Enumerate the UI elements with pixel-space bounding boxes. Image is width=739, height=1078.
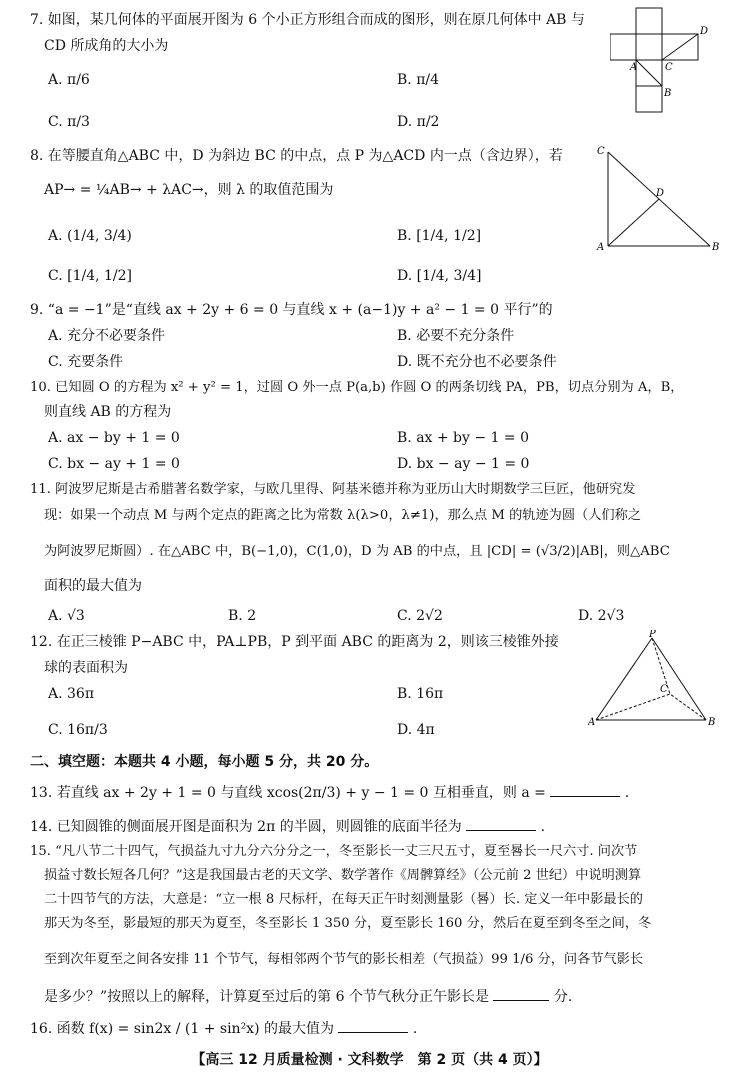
q10-option-d: D. bx − ay − 1 = 0 — [397, 456, 530, 472]
q13-end: . — [624, 785, 630, 801]
q15-answer-blank[interactable] — [493, 986, 549, 1001]
q8-option-a: A. (1/4, 3/4) — [48, 228, 132, 244]
q11-option-b: B. 2 — [228, 608, 257, 624]
q13-answer-blank[interactable] — [550, 782, 620, 797]
q13-line — [30, 782, 629, 803]
q11-stem-line4: 面积的最大值为 — [44, 578, 142, 594]
page-footer: 【高三 12 月质量检测 · 文科数学 第 2 页（共 4 页）】 — [191, 1052, 548, 1068]
q12-stem-line1: 12. 在正三棱锥 P−ABC 中，PA⊥PB，P 到平面 ABC 的距离为 2，则该三棱锥外接 — [30, 634, 559, 650]
q12-stem-line2: 球的表面积为 — [44, 660, 128, 676]
q11-stem-line1: 11. 阿波罗尼斯是古希腊著名数学家，与欧几里得、阿基米德并称为亚历山大时期数学三巨匠，他研究发 — [30, 482, 636, 497]
q7-option-c: C. π/3 — [48, 114, 90, 130]
q10-option-b: B. ax + by − 1 = 0 — [397, 430, 530, 446]
q13-stem: 13. 若直线 ax + 2y + 1 = 0 与直线 xcos(2π/3) + y − 1 = 0 互相垂直，则 a = — [30, 785, 546, 801]
q11-option-a: A. √3 — [48, 608, 85, 624]
q12-fig-label-b: B — [708, 717, 716, 728]
q14-end: . — [540, 819, 546, 835]
q14-stem: 14. 已知圆锥的侧面展开图是面积为 2π 的半圆，则圆锥的底面半径为 — [30, 819, 462, 835]
q7-stem-line1: 7. 如图，某几何体的平面展开图为 6 个小正方形组合而成的图形，则在原几何体中 AB 与 — [30, 12, 585, 28]
q11-stem-line3: 为阿波罗尼斯圆）. 在△ABC 中，B(−1,0)，C(1,0)，D 为 AB 的中点，且 |CD| = (√3/2)|AB|，则△ABC — [44, 544, 670, 559]
q10-stem-line1: 10. 已知圆 O 的方程为 x² + y² = 1，过圆 O 外一点 P(a,b) 作圆 O 的两条切线 PA，PB，切点分别为 A，B， — [30, 380, 684, 395]
q12-pyramid-figure — [588, 630, 718, 730]
q7-fig-label-c: C — [665, 62, 673, 73]
q16-line — [30, 1018, 417, 1039]
q12-option-a: A. 36π — [48, 686, 95, 702]
q16-end: . — [412, 1021, 418, 1037]
q7-option-a: A. π/6 — [48, 72, 90, 88]
q9-option-b: B. 必要不充分条件 — [397, 328, 515, 344]
q8-stem-line2: AP→ = ¼AB→ + λAC→，则 λ 的取值范围为 — [44, 182, 334, 198]
q10-option-c: C. bx − ay + 1 = 0 — [48, 456, 180, 472]
q8-option-b: B. [1/4, 1/2] — [397, 228, 482, 244]
q15-stem-line3: 二十四节气的方法，大意是：“立一根 8 尺标杆，在每天正午时刻测量影（晷）长. 定义一年中影最长的 — [44, 892, 643, 907]
section-2-heading: 二、填空题：本题共 4 小题，每小题 5 分，共 20 分。 — [30, 754, 379, 770]
q8-fig-label-c: C — [597, 146, 605, 157]
q10-stem-line2: 则直线 AB 的方程为 — [44, 404, 172, 420]
q7-fig-label-a: A — [630, 62, 638, 73]
q15-stem-line5: 至到次年夏至之间各安排 11 个节气，每相邻两个节气的影长相差（气损益）99 1/6 分，问各节气影长 — [44, 952, 644, 967]
q8-fig-label-d: D — [656, 188, 665, 199]
q7-net-figure — [610, 4, 720, 134]
q14-answer-blank[interactable] — [466, 816, 536, 831]
q14-line — [30, 816, 545, 837]
q8-fig-label-a: A — [597, 242, 605, 253]
q11-option-c: C. 2√2 — [397, 608, 443, 624]
q12-option-c: C. 16π/3 — [48, 722, 108, 738]
q15-line6 — [44, 986, 572, 1007]
q16-answer-blank[interactable] — [338, 1018, 408, 1033]
q7-option-d: D. π/2 — [397, 114, 440, 130]
q12-fig-label-p: P — [649, 630, 656, 640]
q15-stem-line6: 是多少？”按照以上的解释，计算夏至过后的第 6 个节气秋分正午影长是 — [44, 989, 489, 1005]
q12-option-b: B. 16π — [397, 686, 444, 702]
q9-stem-line1: 9. “a = −1”是“直线 ax + 2y + 6 = 0 与直线 x + (a−1)y + a² − 1 = 0 平行”的 — [30, 302, 553, 318]
q12-fig-label-a: A — [588, 717, 596, 728]
q7-option-b: B. π/4 — [397, 72, 440, 88]
q10-option-a: A. ax − by + 1 = 0 — [48, 430, 180, 446]
q8-option-c: C. [1/4, 1/2] — [48, 268, 132, 284]
q8-fig-label-b: B — [712, 242, 720, 253]
q9-option-a: A. 充分不必要条件 — [48, 328, 166, 344]
q12-option-d: D. 4π — [397, 722, 435, 738]
q15-end: 分. — [553, 989, 573, 1005]
q11-stem-line2: 现：如果一个动点 M 与两个定点的距离之比为常数 λ(λ>0，λ≠1)，那么点 M 的轨迹为圆（人们称之 — [44, 508, 641, 523]
q8-option-d: D. [1/4, 3/4] — [397, 268, 482, 284]
q15-stem-line2: 损益寸数长短各几何？”这是我国最古老的天文学、数学著作《周髀算经》（公元前 2 世纪）中说明测算 — [44, 868, 642, 883]
q11-option-d: D. 2√3 — [578, 608, 625, 624]
q7-fig-label-d: D — [700, 26, 709, 37]
q9-option-c: C. 充要条件 — [48, 354, 124, 370]
q15-stem-line4: 那天为冬至，影最短的那天为夏至，冬至影长 1 350 分，夏至影长 160 分，然后在夏至到冬至之间，冬 — [44, 916, 652, 931]
q8-triangle-figure — [594, 144, 724, 254]
q12-fig-label-c: C — [660, 684, 668, 695]
q15-stem-line1: 15. “凡八节二十四气，气损益九寸九分六分分之一，冬至影长一丈三尺五寸，夏至晷长一尺六寸. 问次节 — [30, 844, 638, 859]
q7-fig-label-b: B — [664, 88, 672, 99]
q8-stem-line1: 8. 在等腰直角△ABC 中，D 为斜边 BC 的中点，点 P 为△ACD 内一点（含边界），若 — [30, 148, 563, 164]
q7-stem-line2: CD 所成角的大小为 — [44, 38, 169, 54]
q16-stem: 16. 函数 f(x) = sin2x / (1 + sin²x) 的最大值为 — [30, 1021, 334, 1037]
q9-option-d: D. 既不充分也不必要条件 — [397, 354, 557, 370]
